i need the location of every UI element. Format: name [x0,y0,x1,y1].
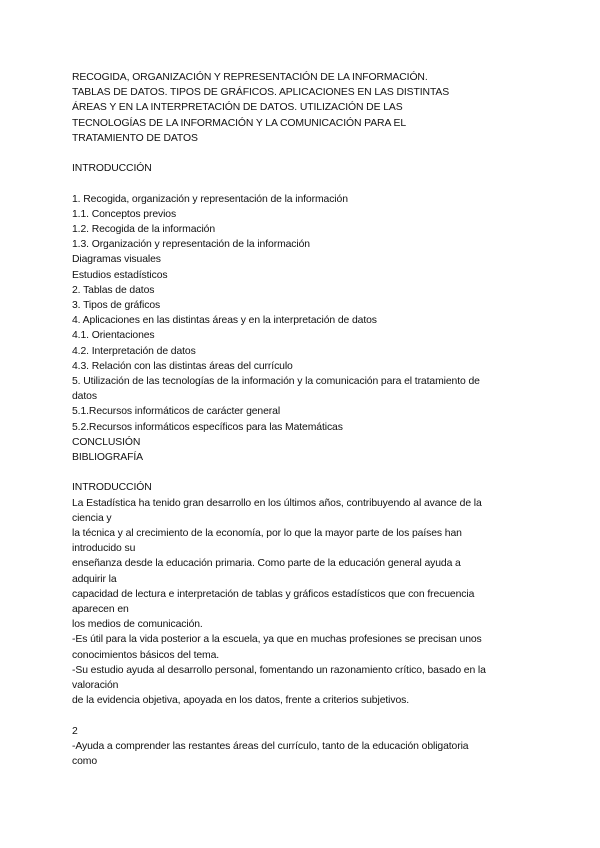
spacer [72,465,530,480]
paragraph-line: -Es útil para la vida posterior a la escuela, ya que en muchas profesiones se precisan unos [72,634,482,646]
paragraph-line: de la evidencia objetiva, apoyada en los datos, frente a criterios subjetivos. [72,695,410,707]
toc-item: 2. Tablas de datos [72,284,155,296]
document-title [72,70,530,146]
introduction-section [72,480,530,708]
toc-item: BIBLIOGRAFÍA [72,452,143,464]
toc-item: 4.3. Relación con las distintas áreas del currículo [72,360,293,372]
paragraph-line: La Estadística ha tenido gran desarrollo en los últimos años, contribuyendo al avance de la [72,497,482,509]
toc-item: Diagramas visuales [72,254,161,266]
title-line: TABLAS DE DATOS. TIPOS DE GRÁFICOS. APLICACIONES EN LAS DISTINTAS [72,87,450,99]
spacer [72,146,530,161]
title-line: TRATAMIENTO DE DATOS [72,132,198,144]
paragraph-line: aparecen en [72,604,129,616]
toc-item: Estudios estadísticos [72,269,168,281]
toc-item: 1.3. Organización y representación de la información [72,239,310,251]
toc-item: 4. Aplicaciones en las distintas áreas y en la interpretación de datos [72,315,377,327]
paragraph-line: introducido su [72,543,136,555]
title-line: TECNOLOGÍAS DE LA INFORMACIÓN Y LA COMUNICACIÓN PARA EL [72,117,407,129]
page-number: 2 [72,725,78,737]
toc-item: 1. Recogida, organización y representación de la información [72,193,348,205]
toc-item: 4.2. Interpretación de datos [72,345,196,357]
paragraph-line: como [72,756,98,768]
section-heading: INTRODUCCIÓN [72,482,152,494]
paragraph-line: -Su estudio ayuda al desarrollo personal, fomentando un razonamiento crítico, basado en la [72,664,486,676]
toc-item: 5.2.Recursos informáticos específicos para las Matemáticas [72,421,343,433]
toc-item: datos [72,391,97,403]
paragraph-line: adquirir la [72,573,117,585]
paragraph-line: enseñanza desde la educación primaria. Como parte de la educación general ayuda a [72,558,461,570]
continuation-section [72,739,530,769]
toc-heading: INTRODUCCIÓN [72,163,152,175]
paragraph-line: capacidad de lectura e interpretación de tablas y gráficos estadísticos que con frecuencia [72,588,475,600]
paragraph-line: -Ayuda a comprender las restantes áreas del currículo, tanto de la educación obligatoria [72,740,469,752]
spacer [72,176,530,191]
title-line: RECOGIDA, ORGANIZACIÓN Y REPRESENTACIÓN DE LA INFORMACIÓN. [72,72,428,83]
spacer [72,708,530,723]
toc-item: 4.1. Orientaciones [72,330,155,342]
paragraph-line: valoración [72,680,119,692]
paragraph-line: la técnica y al crecimiento de la economía, por lo que la mayor parte de los países han [72,528,462,540]
toc-item: 1.1. Conceptos previos [72,208,177,220]
toc-item: 3. Tipos de gráficos [72,300,161,312]
toc-item: CONCLUSIÓN [72,436,141,448]
paragraph-line: conocimientos básicos del tema. [72,649,220,661]
title-line: ÁREAS Y EN LA INTERPRETACIÓN DE DATOS. UTILIZACIÓN DE LAS [72,102,403,114]
paragraph-line: ciencia y [72,512,112,524]
toc-item: 5.1.Recursos informáticos de carácter general [72,406,281,418]
document-page [72,70,530,769]
paragraph-line: los medios de comunicación. [72,619,203,631]
toc-item: 5. Utilización de las tecnologías de la información y la comunicación para el tratamiento de [72,376,480,388]
table-of-contents [72,161,530,465]
toc-item: 1.2. Recogida de la información [72,224,216,235]
